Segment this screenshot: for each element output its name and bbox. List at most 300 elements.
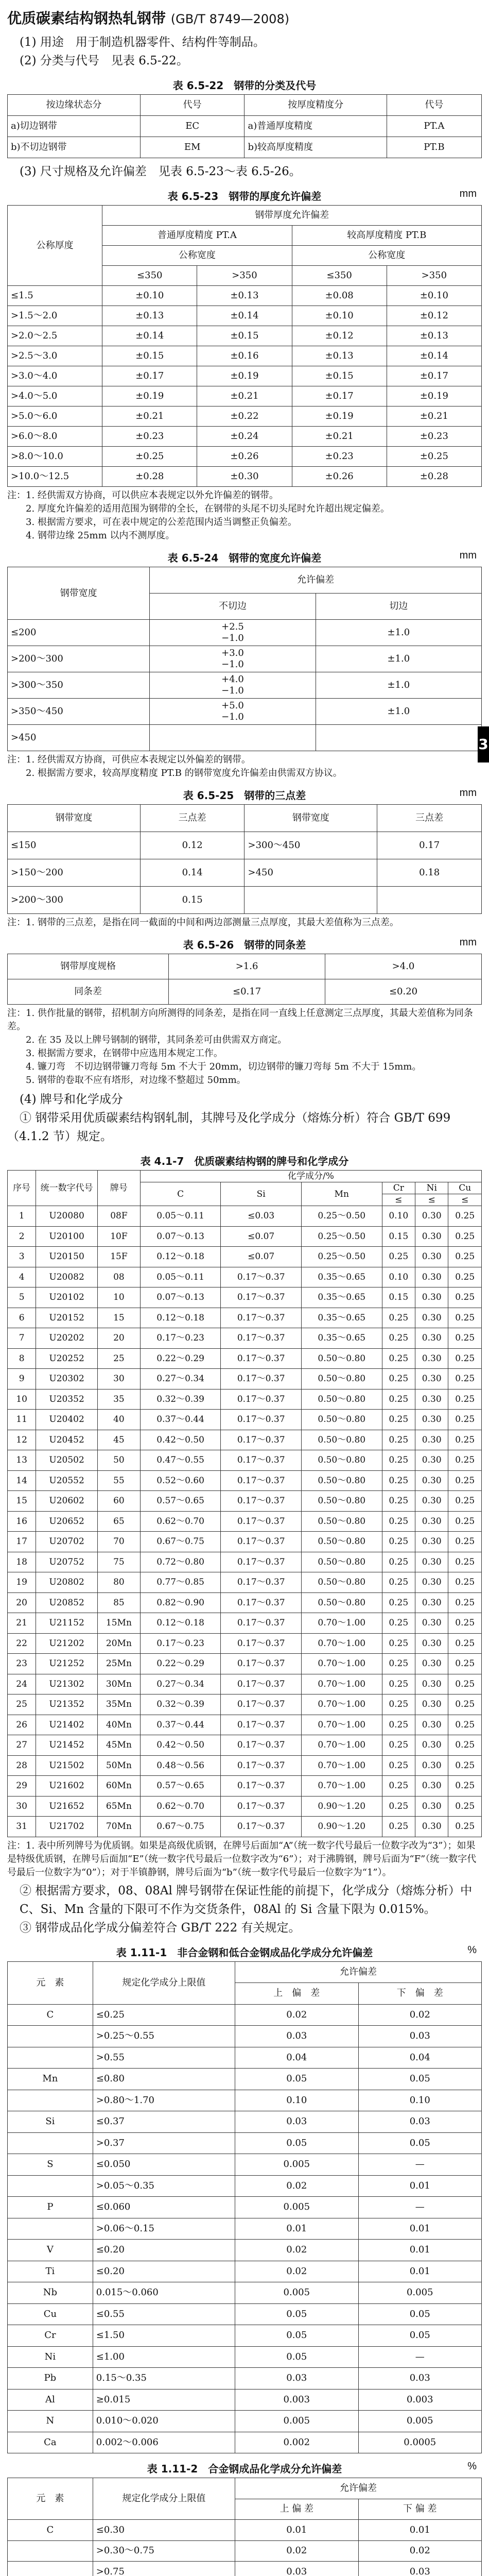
t17-header-chem: 化学成分/% [140, 1171, 481, 1182]
table-cell: 0.30 [415, 1776, 448, 1797]
t25-header-row [8, 805, 482, 832]
table-cell: U21702 [36, 1817, 98, 1837]
table-cell: 0.17～0.23 [140, 1328, 221, 1349]
table-cell: 0.25 [448, 1715, 482, 1735]
table-cell [150, 620, 316, 646]
table-cell: 0.50～0.80 [301, 1592, 382, 1613]
table-cell: 0.70～1.00 [301, 1654, 382, 1674]
table-cell: 0.30 [415, 1369, 448, 1389]
table-row [8, 116, 482, 137]
intro-classify: (2) 分类与代号 见表 6.5-22。 [20, 54, 188, 67]
dev-plus: +4.0 [221, 674, 244, 685]
table-cell: 0.17～0.37 [221, 1328, 302, 1349]
table-cell: 0.17～0.37 [221, 1308, 302, 1328]
table-cell: U20152 [36, 1308, 98, 1328]
table-cell: 3 [8, 1247, 36, 1267]
table-cell: 80 [97, 1572, 140, 1593]
table-row [8, 2240, 482, 2261]
t12-header-row [8, 2478, 482, 2499]
table-cell: 0.30 [415, 1267, 448, 1287]
table-cell: 35 [97, 1389, 140, 1410]
table-cell: 0.50～0.80 [301, 1572, 382, 1593]
t12-unit: % [467, 2461, 477, 2472]
table-cell: >0.37 [93, 2132, 235, 2154]
t17-body [8, 1206, 482, 1837]
table-cell: U21402 [36, 1715, 98, 1735]
table-row [8, 1532, 482, 1552]
table-row [8, 2261, 482, 2282]
table-cell: 0.22～0.29 [140, 1654, 221, 1674]
table-cell: 0.25 [382, 1633, 415, 1654]
table-cell: 0.12～0.18 [140, 1613, 221, 1634]
t26-caption: 表 6.5-26 钢带的同条差 mm [183, 937, 477, 951]
table-cell: 14 [8, 1470, 36, 1491]
t22-table [7, 94, 482, 158]
table-cell: 0.30 [415, 1572, 448, 1593]
table-cell: U20802 [36, 1572, 98, 1593]
table-row [8, 699, 482, 725]
t17-header-elem: Ni [415, 1182, 448, 1194]
table-cell: 0.005 [235, 2197, 358, 2218]
table-cell: 0.25 [448, 1613, 482, 1634]
t11-body [8, 2004, 482, 2453]
table-cell: >2.0～2.5 [8, 326, 102, 346]
table-cell: 0.005 [235, 2282, 358, 2304]
note-line: 5. 钢带的卷取不应有塔形，对边缘不整超过 50mm。 [26, 1075, 246, 1086]
t17-header-elem: Cr [382, 1182, 415, 1194]
table-cell: 0.01 [235, 2520, 358, 2541]
table-cell [8, 2026, 93, 2047]
table-cell: 0.02 [235, 2240, 358, 2261]
table-cell: 0.30 [415, 1715, 448, 1735]
table-row [8, 2389, 482, 2411]
table-cell: 0.10 [382, 1206, 415, 1227]
table-cell: 0.002～0.006 [93, 2432, 235, 2453]
table-cell: ±0.19 [292, 406, 387, 427]
table-cell: 0.25 [382, 1328, 415, 1349]
table-cell: 0.30 [415, 1674, 448, 1694]
table-cell: 08F [97, 1206, 140, 1227]
table-cell: 0.02 [235, 2004, 358, 2026]
table-cell: Si [8, 2111, 93, 2133]
table-row [8, 1267, 482, 1287]
table-row [8, 467, 482, 487]
table-cell: 0.01 [358, 2175, 481, 2197]
table-cell: 0.010～0.020 [93, 2411, 235, 2432]
intro-chem2: ② 根据需方要求，08、08Al 牌号钢带在保证性能的前提下，化学成分（熔炼分析）中 C、Si、Mn 含量的下限可不作为交货条件，08Al 的 Si 含量下限为 0.015%。 [20, 1884, 473, 1916]
table-cell: 1 [8, 1206, 36, 1227]
table-cell: 0.32～0.39 [140, 1389, 221, 1410]
table-cell: 0.67～0.75 [140, 1817, 221, 1837]
table-cell: 0.25 [448, 1247, 482, 1267]
table-cell: ±0.30 [197, 467, 292, 487]
t23-header-w1: ≤350 [292, 266, 387, 286]
table-cell: 0.05 [358, 2303, 481, 2325]
table-cell [8, 2218, 93, 2240]
table-cell: ±0.16 [197, 346, 292, 366]
table-row [8, 1470, 482, 1491]
table-cell: 0.30 [415, 1817, 448, 1837]
table-cell: 0.03 [358, 2562, 481, 2576]
table-cell: U20302 [36, 1369, 98, 1389]
table-cell: 0.25 [448, 1491, 482, 1512]
t23-header-w2: >350 [387, 266, 481, 286]
table-cell: 0.25 [448, 1633, 482, 1654]
table-cell [377, 887, 482, 914]
table-cell: >300～450 [244, 832, 377, 859]
table-cell: 0.05～0.11 [140, 1267, 221, 1287]
table-cell [8, 2175, 93, 2197]
table-cell: 0.50～0.80 [301, 1450, 382, 1471]
table-cell: 0.12 [140, 832, 244, 859]
table-cell: 0.30 [415, 1491, 448, 1512]
table-cell: U20652 [36, 1511, 98, 1532]
t17-table [7, 1170, 482, 1837]
table-cell: 0.17～0.37 [221, 1572, 302, 1593]
table-cell: 21 [8, 1613, 36, 1634]
table-cell: >300～350 [8, 672, 150, 699]
t12-header-up: 上 偏 差 [235, 2499, 358, 2520]
table-cell: 0.18 [377, 859, 482, 887]
table-cell: >10.0～12.5 [8, 467, 102, 487]
table-cell: 17 [8, 1532, 36, 1552]
table-cell: 0.50～0.80 [301, 1369, 382, 1389]
table-cell: 60Mn [97, 1776, 140, 1797]
table-cell: 24 [8, 1674, 36, 1694]
t12-header-range: 规定化学成分上限值 [93, 2478, 235, 2520]
table-cell: 35Mn [97, 1694, 140, 1715]
table-cell: 0.14 [140, 859, 244, 887]
table-cell: ±1.0 [316, 646, 481, 672]
t11-header-dev: 允许偏差 [235, 1961, 482, 1983]
t17-caption: 表 4.1-7 优质碳素结构钢的牌号和化学成分 [140, 1155, 349, 1167]
table-cell: 0.25 [448, 1389, 482, 1410]
table-cell [8, 2132, 93, 2154]
table-cell: ±0.13 [102, 306, 197, 326]
table-cell: ±0.23 [387, 427, 481, 447]
table-cell: >0.25～0.55 [93, 2026, 235, 2047]
table-cell: 0.50～0.80 [301, 1552, 382, 1572]
table-cell: 20 [97, 1328, 140, 1349]
t11-header-range: 规定化学成分上限值 [93, 1961, 235, 2004]
table-cell: 0.25 [382, 1694, 415, 1715]
table-cell: U20082 [36, 1267, 98, 1287]
table-cell: 15 [97, 1308, 140, 1328]
table-cell: 0.25 [382, 1308, 415, 1328]
table-row [8, 979, 482, 1005]
table-cell: 0.25 [382, 1572, 415, 1593]
table-cell: U20852 [36, 1592, 98, 1613]
table-row [8, 2004, 482, 2026]
table-row [8, 2411, 482, 2432]
table-cell: ≤0.050 [93, 2154, 235, 2176]
table-cell: >350～450 [8, 699, 150, 725]
t26-notes [7, 1007, 482, 1087]
dev-plus: +2.5 [221, 621, 244, 632]
table-cell: ≤0.20 [325, 979, 482, 1005]
table-cell: 0.50～0.80 [301, 1532, 382, 1552]
table-cell: U21302 [36, 1674, 98, 1694]
table-row [8, 366, 482, 386]
table-cell: >450 [8, 725, 150, 751]
table-cell: 19 [8, 1572, 36, 1593]
table-cell [8, 2540, 93, 2562]
table-cell: 25 [8, 1694, 36, 1715]
table-cell: 0.42～0.50 [140, 1430, 221, 1450]
table-cell: 0.52～0.60 [140, 1470, 221, 1491]
table-cell: 12 [8, 1430, 36, 1450]
table-cell: ±0.21 [102, 406, 197, 427]
table-cell: U20352 [36, 1389, 98, 1410]
table-row [8, 1796, 482, 1817]
table-cell: a)普通厚度精度 [244, 116, 387, 137]
t22-caption: 表 6.5-22 钢带的分类及代号 [172, 79, 317, 92]
t23-table [7, 205, 482, 487]
t22-header: 代号 [140, 95, 244, 116]
intro-chem3: ③ 钢带成品化学成分偏差符合 GB/T 222 有关规定。 [20, 1921, 301, 1935]
t22-header: 按边缘状态分 [8, 95, 141, 116]
table-cell: 0.57～0.65 [140, 1491, 221, 1512]
table-cell: ≤0.20 [93, 2261, 235, 2282]
table-cell: 29 [8, 1776, 36, 1797]
table-cell: 0.05 [358, 2325, 481, 2347]
table-row [8, 326, 482, 346]
table-cell: 0.25 [448, 1511, 482, 1532]
table-cell: 0.25 [382, 1410, 415, 1430]
t23-header-w1: ≤350 [102, 266, 197, 286]
t24-header-nocut: 不切边 [150, 594, 316, 620]
intro-chem1: ① 钢带采用优质碳素结构钢轧制，其牌号及化学成分（熔炼分析）符合 GB/T 699 [20, 1111, 451, 1125]
note-line: 3. 根据需方要求，可在表中规定的公差范围内适当调整正负偏差。 [26, 517, 297, 528]
table-cell: ±0.21 [292, 427, 387, 447]
table-cell: 0.25 [448, 1552, 482, 1572]
table-cell: 0.25 [448, 1532, 482, 1552]
table-cell: ±0.14 [102, 326, 197, 346]
table-row [8, 1755, 482, 1776]
table-cell: 0.17～0.37 [221, 1267, 302, 1287]
table-cell: 0.17～0.37 [221, 1491, 302, 1512]
table-cell: ±0.10 [292, 306, 387, 326]
table-cell: 0.27～0.34 [140, 1674, 221, 1694]
table-cell: 0.25 [382, 1532, 415, 1552]
table-cell: 0.25 [382, 1491, 415, 1512]
table-cell: Cu [8, 2303, 93, 2325]
table-cell: >200～300 [8, 646, 150, 672]
t17-header-elem: Si [221, 1182, 302, 1206]
table-cell: U20252 [36, 1348, 98, 1369]
table-row [8, 1410, 482, 1430]
table-cell: ±0.22 [197, 406, 292, 427]
table-row [8, 2540, 482, 2562]
table-cell [8, 2090, 93, 2111]
table-cell: 0.01 [358, 2520, 481, 2541]
table-cell: U20102 [36, 1287, 98, 1308]
table-row [8, 1308, 482, 1328]
t22-header: 代号 [387, 95, 481, 116]
table-cell: ±0.19 [197, 366, 292, 386]
table-cell: 0.04 [358, 2047, 481, 2069]
table-cell: 0.25～0.50 [301, 1206, 382, 1227]
table-cell: 0.002 [235, 2432, 358, 2453]
table-cell: 0.07～0.13 [140, 1226, 221, 1247]
table-cell: 0.04 [235, 2047, 358, 2069]
table-cell: ≤0.37 [93, 2111, 235, 2133]
table-cell: 4 [8, 1267, 36, 1287]
table-row [8, 672, 482, 699]
table-cell: 0.82～0.90 [140, 1592, 221, 1613]
table-cell: 31 [8, 1817, 36, 1837]
t24-table [7, 567, 482, 751]
table-cell: 0.30 [415, 1410, 448, 1430]
table-cell: 18 [8, 1552, 36, 1572]
dev-minus: −1.0 [221, 659, 244, 670]
table-cell: ±0.28 [102, 467, 197, 487]
table-cell: ±0.19 [102, 386, 197, 406]
table-cell: U21252 [36, 1654, 98, 1674]
table-cell: ≤0.03 [221, 1206, 302, 1227]
table-cell: 0.25 [448, 1206, 482, 1227]
t25-header: 钢带宽度 [244, 805, 377, 832]
table-cell: ±0.12 [387, 306, 481, 326]
table-cell [8, 2562, 93, 2576]
table-cell: Pb [8, 2368, 93, 2389]
table-cell: >0.75 [93, 2562, 235, 2576]
table-row [8, 2346, 482, 2368]
table-cell: ±0.21 [197, 386, 292, 406]
table-cell: 70 [97, 1532, 140, 1552]
table-cell: PT.B [387, 137, 481, 158]
table-cell: 0.90～1.20 [301, 1817, 382, 1837]
table-cell: ±0.25 [102, 447, 197, 467]
table-row [8, 620, 482, 646]
table-cell: 0.25 [448, 1470, 482, 1491]
table-cell: 0.01 [358, 2218, 481, 2240]
table-cell: 40Mn [97, 1715, 140, 1735]
table-cell: S [8, 2154, 93, 2176]
table-cell: 0.17～0.37 [221, 1817, 302, 1837]
table-cell: ±0.28 [387, 467, 481, 487]
table-cell: 15 [8, 1491, 36, 1512]
table-cell: >0.05～0.35 [93, 2175, 235, 2197]
table-cell: 13 [8, 1450, 36, 1471]
table-cell: 0.01 [235, 2218, 358, 2240]
table-row [8, 1389, 482, 1410]
t23-header-width: 公称宽度 [102, 246, 292, 266]
table-row [8, 1633, 482, 1654]
table-cell: 60 [97, 1491, 140, 1512]
table-cell: 70Mn [97, 1817, 140, 1837]
table-cell: ±0.10 [387, 286, 481, 306]
intro-use: (1) 用途 用于制造机器零件、结构件等制品。 [20, 36, 265, 49]
table-row [8, 2218, 482, 2240]
table-row [8, 2282, 482, 2304]
t26-unit: mm [459, 937, 477, 948]
table-cell: U21352 [36, 1694, 98, 1715]
table-cell: ±0.10 [102, 286, 197, 306]
table-row [8, 1654, 482, 1674]
table-cell: 20Mn [97, 1633, 140, 1654]
table-cell: 0.17～0.37 [221, 1715, 302, 1735]
table-row [8, 1613, 482, 1634]
note-line: 2. 厚度允许偏差的适用范围为钢带的全长，在钢带的头尾不切头尾时允许超出规定偏差。 [26, 503, 390, 514]
table-row [8, 2026, 482, 2047]
t24-header-width: 钢带宽度 [8, 567, 150, 620]
table-row [8, 1572, 482, 1593]
table-cell: EM [140, 137, 244, 158]
table-row [8, 286, 482, 306]
t26-header: >4.0 [325, 954, 482, 979]
table-cell: U20202 [36, 1328, 98, 1349]
table-cell: 0.03 [358, 2111, 481, 2133]
table-cell: — [358, 2154, 481, 2176]
t23-header-w2: >350 [197, 266, 292, 286]
table-cell: ≤0.55 [93, 2303, 235, 2325]
table-cell: 85 [97, 1592, 140, 1613]
table-cell: 0.37～0.44 [140, 1715, 221, 1735]
table-cell: 0.25 [382, 1674, 415, 1694]
table-row [8, 386, 482, 406]
table-cell: 0.17～0.37 [221, 1776, 302, 1797]
table-row [8, 137, 482, 158]
table-row [8, 887, 482, 914]
t26-table [7, 954, 482, 1005]
table-cell: 0.25 [448, 1817, 482, 1837]
table-cell: — [358, 2197, 481, 2218]
table-cell: 45Mn [97, 1735, 140, 1756]
table-row [8, 1491, 482, 1512]
table-row [8, 2368, 482, 2389]
table-cell: 0.62～0.70 [140, 1511, 221, 1532]
table-cell: 0.03 [235, 2026, 358, 2047]
table-cell: 0.70～1.00 [301, 1674, 382, 1694]
table-cell: ≤1.00 [93, 2346, 235, 2368]
table-cell: 0.005 [235, 2154, 358, 2176]
table-cell: 0.30 [415, 1328, 448, 1349]
table-cell: 0.42～0.50 [140, 1735, 221, 1756]
table-cell: ±0.26 [292, 467, 387, 487]
table-cell: 0.02 [358, 2004, 481, 2026]
table-cell: 0.25 [382, 1389, 415, 1410]
table-cell: 0.35～0.65 [301, 1287, 382, 1308]
table-cell: 0.17～0.23 [140, 1633, 221, 1654]
table-cell: V [8, 2240, 93, 2261]
t25-header: 三点差 [140, 805, 244, 832]
table-cell: ≤0.25 [93, 2004, 235, 2026]
table-cell: 0.17 [377, 832, 482, 859]
table-cell: U21502 [36, 1755, 98, 1776]
table-cell: 0.30 [415, 1654, 448, 1674]
table-cell: U20552 [36, 1470, 98, 1491]
table-cell: ≤0.07 [221, 1226, 302, 1247]
table-cell: ≤150 [8, 832, 141, 859]
table-row [8, 1328, 482, 1349]
t23-header-row [8, 206, 482, 226]
table-cell: 0.05 [235, 2303, 358, 2325]
table-cell: 08 [97, 1267, 140, 1287]
table-cell: 0.70～1.00 [301, 1633, 382, 1654]
table-cell: ≤0.07 [221, 1247, 302, 1267]
table-cell: 0.02 [235, 2540, 358, 2562]
table-row [8, 1430, 482, 1450]
intro-dims: (3) 尺寸规格及允许偏差 见表 6.5-23～表 6.5-26。 [20, 165, 301, 178]
table-cell: 0.22～0.29 [140, 1348, 221, 1369]
t23-header-pta: 普通厚度精度 PT.A [102, 226, 292, 246]
table-cell: 0.15 [140, 887, 244, 914]
table-cell: 0.25 [382, 1735, 415, 1756]
table-cell: 30 [97, 1369, 140, 1389]
note-line: 2. 根据需方要求，较高厚度精度 PT.B 的钢带宽度允许偏差由供需双方协议。 [26, 768, 342, 778]
dev-minus: −1.0 [221, 711, 244, 722]
